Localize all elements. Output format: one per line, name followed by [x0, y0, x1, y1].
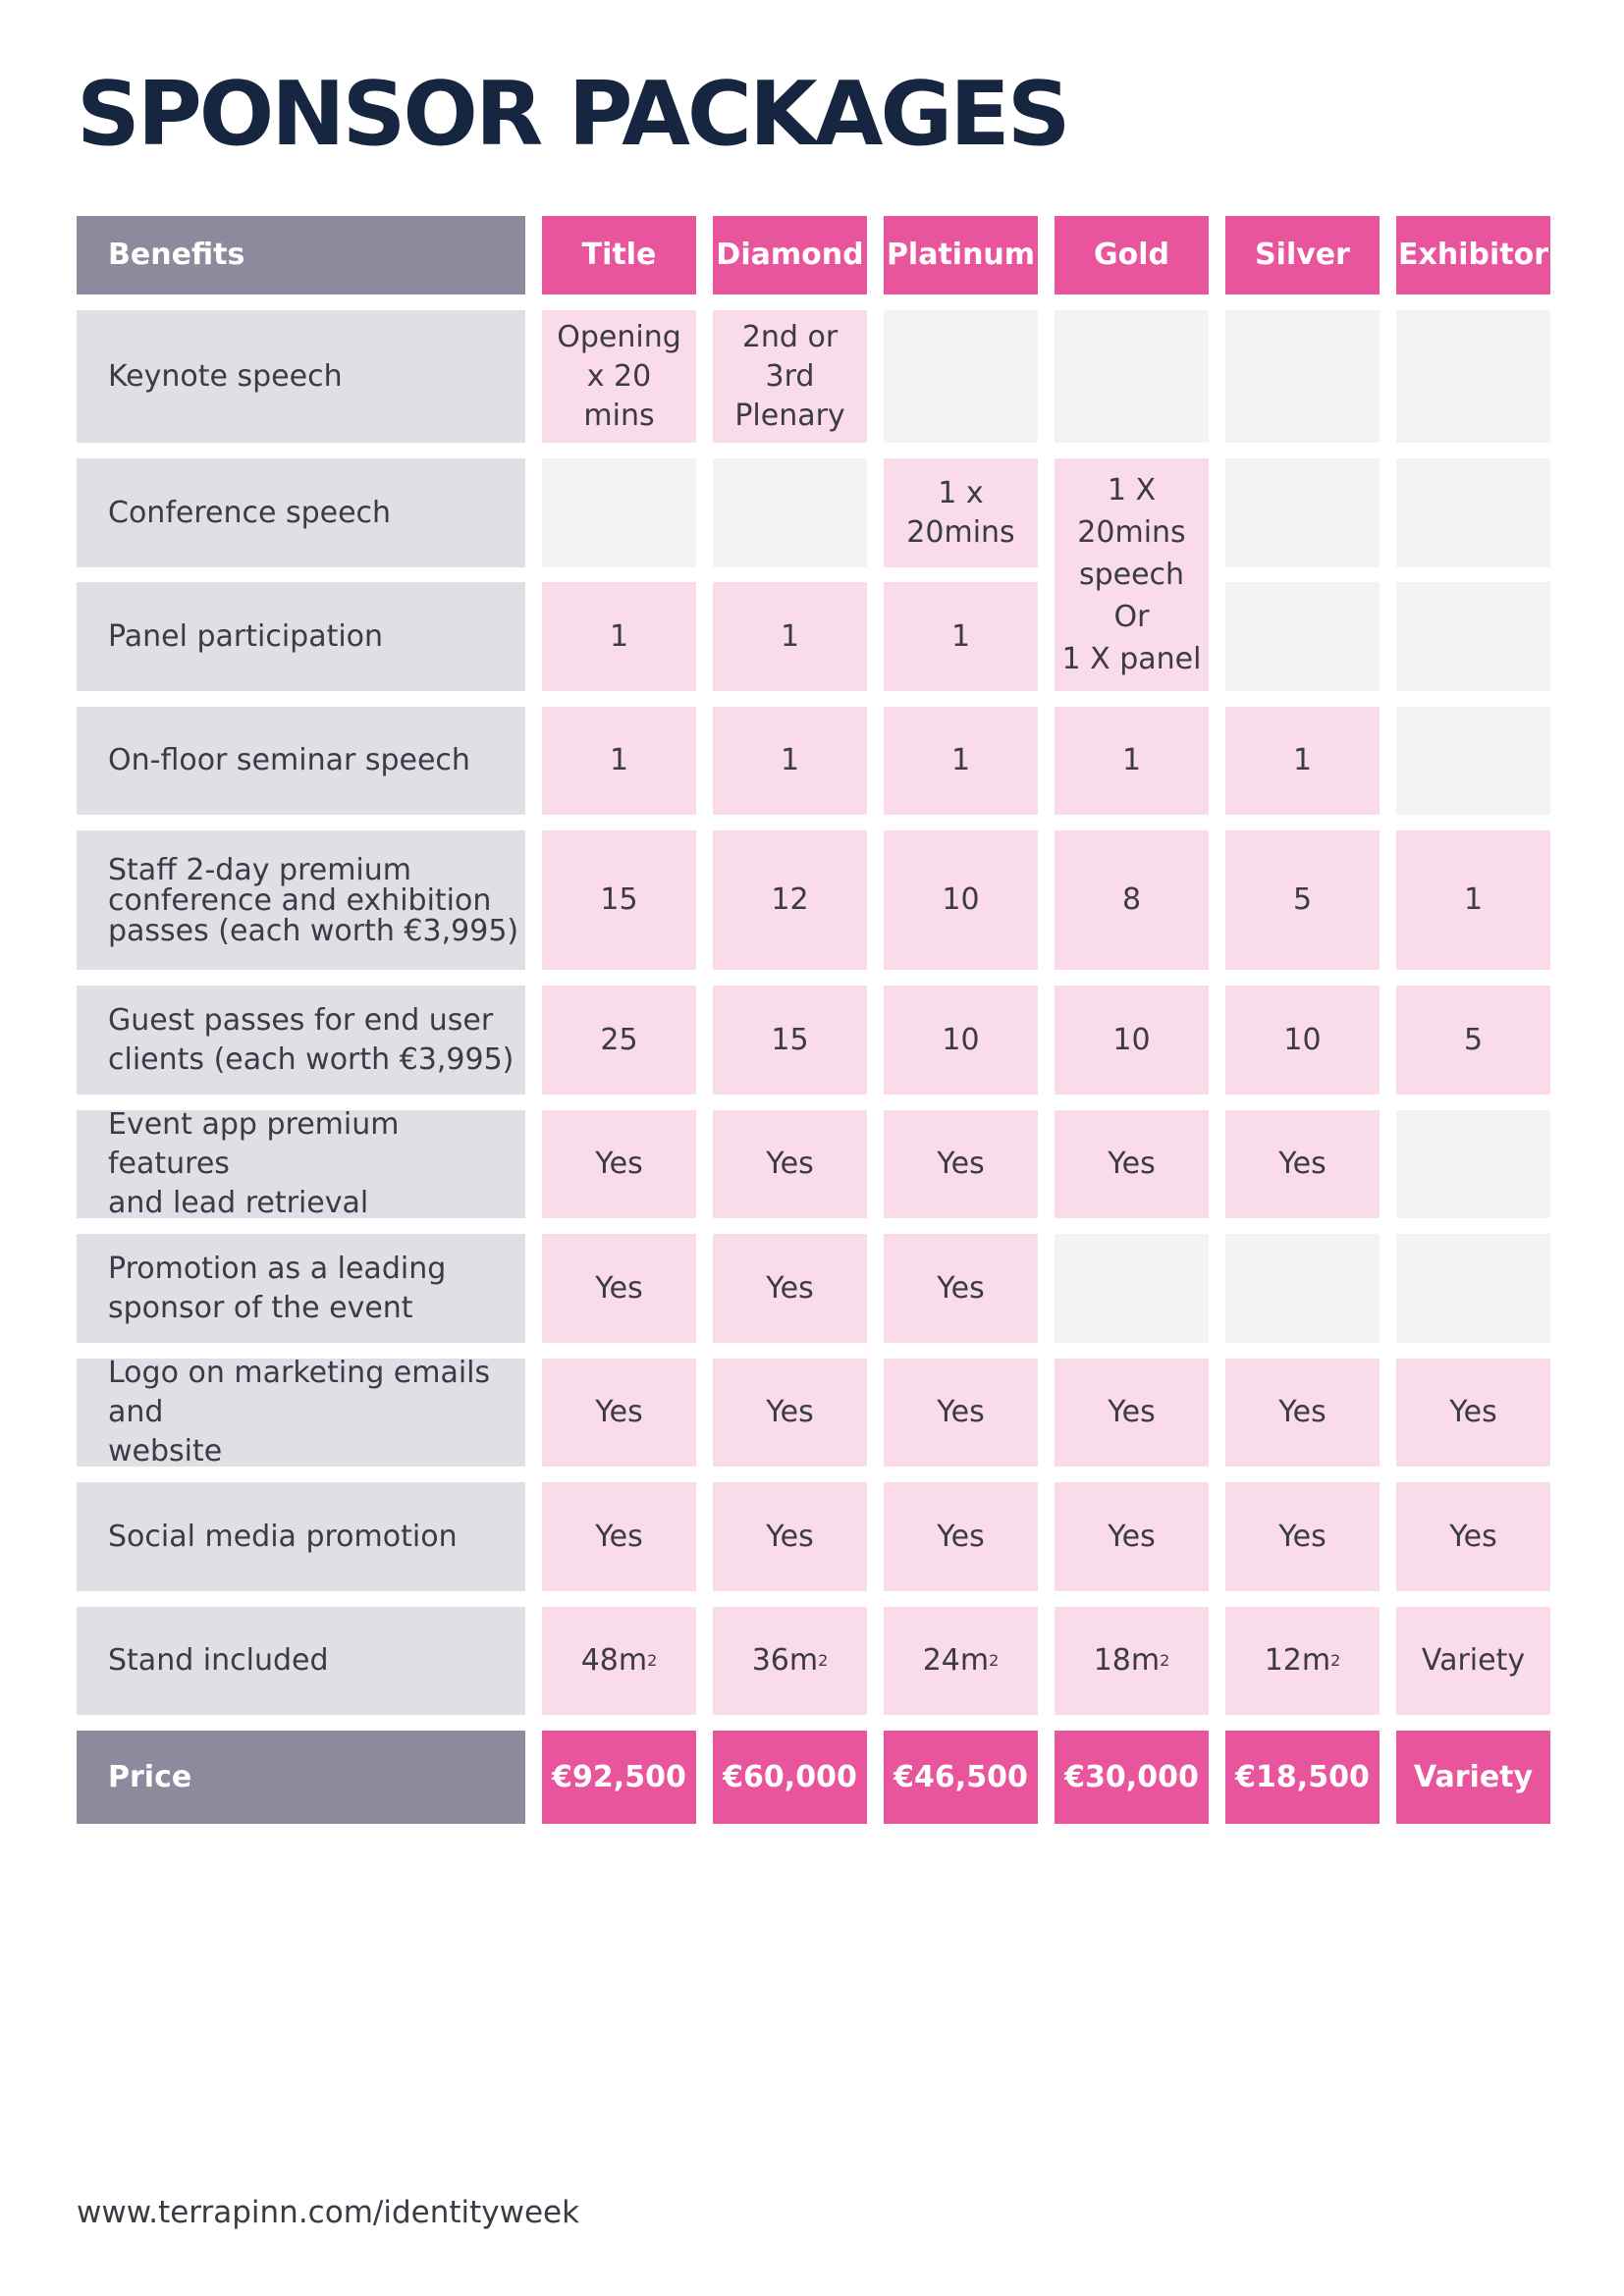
header-tier-title: Title: [542, 216, 696, 294]
cell-price-platinum: €46,500: [884, 1731, 1038, 1824]
cell-social-diamond: Yes: [713, 1482, 867, 1591]
row-label-staff-passes: Staff 2-day premium conference and exhibition passes (each worth €3,995): [77, 830, 525, 970]
cell-social-gold: Yes: [1055, 1482, 1209, 1591]
cell-staff-silver: 5: [1225, 830, 1380, 970]
cell-conference-diamond: [713, 458, 867, 567]
row-label-logo: Logo on marketing emails and website: [77, 1359, 525, 1467]
stand-value: 18m: [1093, 1643, 1161, 1678]
row-label-stand: Stand included: [77, 1607, 525, 1715]
cell-promotion-platinum: Yes: [884, 1234, 1038, 1343]
cell-price-silver: €18,500: [1225, 1731, 1380, 1824]
stand-value: 24m: [922, 1643, 990, 1678]
row-label-event-app: Event app premium features and lead retrieval: [77, 1110, 525, 1218]
cell-promotion-silver: [1225, 1234, 1380, 1343]
cell-panel-title: 1: [542, 582, 696, 691]
cell-social-silver: Yes: [1225, 1482, 1380, 1591]
cell-onfloor-platinum: 1: [884, 707, 1038, 815]
cell-stand-exhibitor: Variety: [1396, 1607, 1550, 1715]
cell-stand-diamond: 36m 2: [713, 1607, 867, 1715]
cell-staff-platinum: 10: [884, 830, 1038, 970]
cell-guest-silver: 10: [1225, 986, 1380, 1095]
cell-conference-exhibitor: [1396, 458, 1550, 567]
cell-staff-title: 15: [542, 830, 696, 970]
cell-guest-gold: 10: [1055, 986, 1209, 1095]
cell-keynote-gold: [1055, 310, 1209, 443]
row-label-keynote: Keynote speech: [77, 310, 525, 443]
cell-price-diamond: €60,000: [713, 1731, 867, 1824]
cell-app-gold: Yes: [1055, 1110, 1209, 1218]
cell-social-title: Yes: [542, 1482, 696, 1591]
cell-promotion-diamond: Yes: [713, 1234, 867, 1343]
cell-stand-silver: 12m 2: [1225, 1607, 1380, 1715]
cell-social-platinum: Yes: [884, 1482, 1038, 1591]
cell-gold-speech-or-panel: 1 X 20mins speech Or 1 X panel: [1055, 458, 1209, 691]
row-label-promotion: Promotion as a leading sponsor of the event: [77, 1234, 525, 1343]
cell-app-silver: Yes: [1225, 1110, 1380, 1218]
cell-logo-platinum: Yes: [884, 1359, 1038, 1467]
cell-staff-gold: 8: [1055, 830, 1209, 970]
cell-panel-silver: [1225, 582, 1380, 691]
cell-promotion-exhibitor: [1396, 1234, 1550, 1343]
cell-onfloor-silver: 1: [1225, 707, 1380, 815]
cell-social-exhibitor: Yes: [1396, 1482, 1550, 1591]
cell-keynote-platinum: [884, 310, 1038, 443]
cell-logo-silver: Yes: [1225, 1359, 1380, 1467]
cell-onfloor-title: 1: [542, 707, 696, 815]
header-tier-diamond: Diamond: [713, 216, 867, 294]
header-tier-silver: Silver: [1225, 216, 1380, 294]
cell-keynote-silver: [1225, 310, 1380, 443]
cell-logo-exhibitor: Yes: [1396, 1359, 1550, 1467]
cell-staff-diamond: 12: [713, 830, 867, 970]
cell-app-platinum: Yes: [884, 1110, 1038, 1218]
cell-panel-platinum: 1: [884, 582, 1038, 691]
header-tier-exhibitor: Exhibitor: [1396, 216, 1550, 294]
cell-promotion-title: Yes: [542, 1234, 696, 1343]
cell-conference-platinum: 1 x 20mins: [884, 458, 1038, 567]
cell-stand-platinum: 24m 2: [884, 1607, 1038, 1715]
cell-stand-gold: 18m 2: [1055, 1607, 1209, 1715]
cell-app-diamond: Yes: [713, 1110, 867, 1218]
row-label-panel: Panel participation: [77, 582, 525, 691]
header-tier-gold: Gold: [1055, 216, 1209, 294]
row-label-social: Social media promotion: [77, 1482, 525, 1591]
cell-staff-exhibitor: 1: [1396, 830, 1550, 970]
cell-stand-title: 48m 2: [542, 1607, 696, 1715]
row-label-conference: Conference speech: [77, 458, 525, 567]
cell-guest-exhibitor: 5: [1396, 986, 1550, 1095]
stand-value: 36m: [751, 1643, 819, 1678]
cell-onfloor-diamond: 1: [713, 707, 867, 815]
cell-promotion-gold: [1055, 1234, 1209, 1343]
stand-value: 12m: [1264, 1643, 1331, 1678]
cell-logo-gold: Yes: [1055, 1359, 1209, 1467]
cell-logo-title: Yes: [542, 1359, 696, 1467]
cell-keynote-title: Opening x 20 mins: [542, 310, 696, 443]
row-label-guest-passes: Guest passes for end user clients (each worth €3,995): [77, 986, 525, 1095]
cell-panel-exhibitor: [1396, 582, 1550, 691]
cell-guest-title: 25: [542, 986, 696, 1095]
page-title: SPONSOR PACKAGES: [77, 63, 1068, 166]
cell-app-exhibitor: [1396, 1110, 1550, 1218]
cell-logo-diamond: Yes: [713, 1359, 867, 1467]
cell-conference-title: [542, 458, 696, 567]
footer-url: www.terrapinn.com/identityweek: [77, 2195, 580, 2230]
cell-price-title: €92,500: [542, 1731, 696, 1824]
cell-onfloor-gold: 1: [1055, 707, 1209, 815]
stand-value: 48m: [580, 1643, 648, 1678]
cell-price-gold: €30,000: [1055, 1731, 1209, 1824]
row-label-onfloor: On-floor seminar speech: [77, 707, 525, 815]
row-label-price: Price: [77, 1731, 525, 1824]
cell-price-exhibitor: Variety: [1396, 1731, 1550, 1824]
cell-guest-platinum: 10: [884, 986, 1038, 1095]
cell-guest-diamond: 15: [713, 986, 867, 1095]
header-tier-platinum: Platinum: [884, 216, 1038, 294]
cell-panel-diamond: 1: [713, 582, 867, 691]
header-benefits: Benefits: [77, 216, 525, 294]
cell-keynote-exhibitor: [1396, 310, 1550, 443]
cell-keynote-diamond: 2nd or 3rd Plenary: [713, 310, 867, 443]
cell-conference-silver: [1225, 458, 1380, 567]
cell-onfloor-exhibitor: [1396, 707, 1550, 815]
cell-app-title: Yes: [542, 1110, 696, 1218]
